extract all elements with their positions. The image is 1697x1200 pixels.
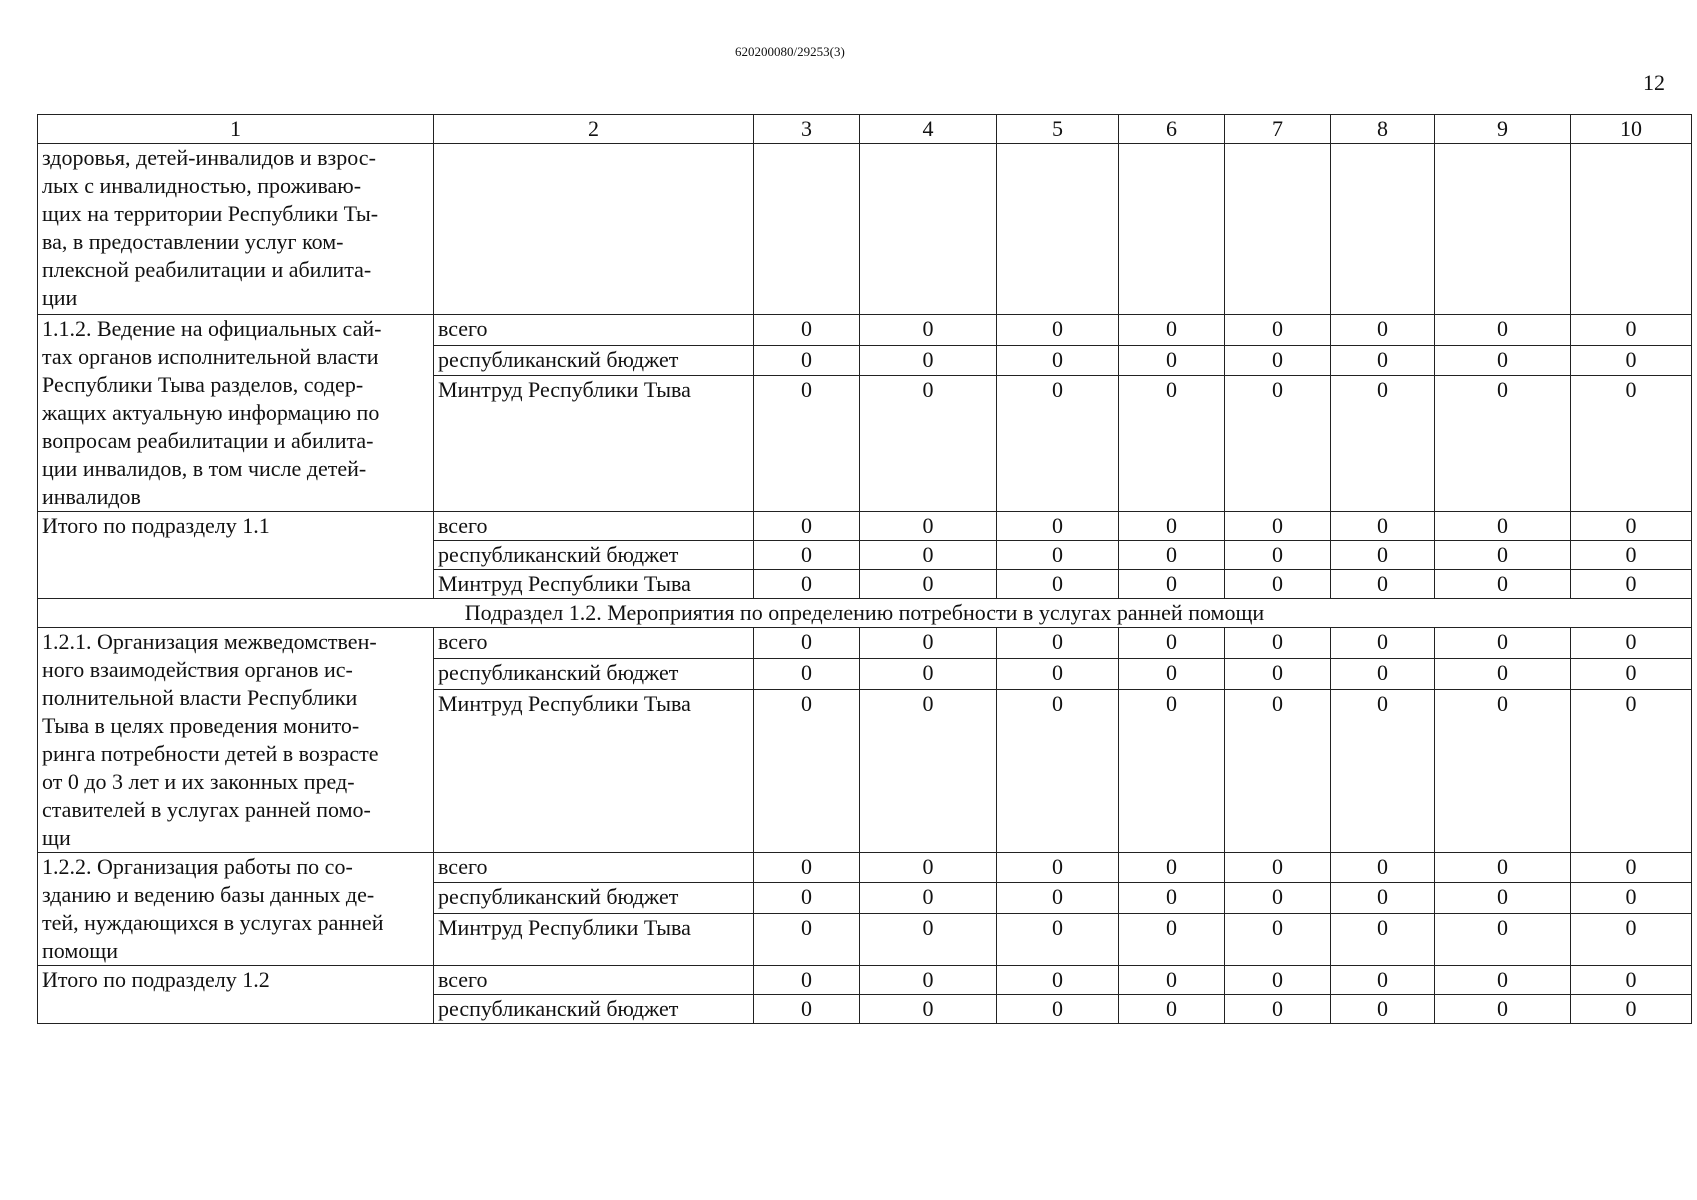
column-header: 8 — [1331, 115, 1435, 144]
value-cell: 0 — [1331, 628, 1435, 659]
value-cell: 0 — [1119, 315, 1225, 346]
value-cell: 0 — [1119, 628, 1225, 659]
value-cell: 0 — [997, 628, 1119, 659]
value-cell: 0 — [1571, 913, 1692, 965]
value-cell: 0 — [997, 689, 1119, 852]
value-cell: 0 — [1119, 966, 1225, 995]
value-cell: 0 — [1571, 995, 1692, 1024]
document-code: 620200080/29253(3) — [735, 44, 845, 59]
value-cell: 0 — [1435, 376, 1571, 512]
value-cell: 0 — [997, 853, 1119, 883]
value-cell: 0 — [860, 628, 997, 659]
value-cell: 0 — [754, 853, 860, 883]
funding-source: республиканский бюджет — [434, 883, 754, 913]
measure-description: 1.1.2. Ведение на официальных сай- тах органов исполнительной власти Республики Тыва разделов, содер- жащих актуальную информацию по вопросам реабилитации и абилита- ции инвалидов, в том числе детей- инвалидов — [38, 315, 434, 512]
groups-subsection-1-2 — [38, 628, 1692, 1024]
value-cell: 0 — [1119, 995, 1225, 1024]
column-header: 7 — [1225, 115, 1331, 144]
value-cell: 0 — [997, 345, 1119, 376]
value-cell: 0 — [1225, 376, 1331, 512]
value-cell: 0 — [1571, 541, 1692, 570]
value-cell: 0 — [1331, 376, 1435, 512]
table-row — [38, 966, 1692, 995]
value-cell: 0 — [1119, 658, 1225, 689]
measure-description: 1.2.1. Организация межведомствен- ного взаимодействия органов ис- полнительной власти Республики Тыва в целях проведения монито- ринга потребности детей в возрасте от 0 до 3 лет и их законных пред- ставителей в услугах ранней помо- щи — [38, 628, 434, 853]
value-cell: 0 — [860, 315, 997, 346]
value-cell: 0 — [1331, 883, 1435, 913]
subsection-title-row — [38, 599, 1692, 628]
funding-source: всего — [434, 966, 754, 995]
funding-source: всего — [434, 853, 754, 883]
value-cell: 0 — [754, 913, 860, 965]
column-header: 5 — [997, 115, 1119, 144]
value-cell: 0 — [997, 315, 1119, 346]
column-header: 1 — [38, 115, 434, 144]
value-cell: 0 — [1571, 966, 1692, 995]
value-cell: 0 — [1571, 345, 1692, 376]
value-cell: 0 — [997, 570, 1119, 599]
budget-table — [37, 114, 1692, 1024]
funding-source: республиканский бюджет — [434, 658, 754, 689]
value-cell: 0 — [754, 345, 860, 376]
value-cell: 0 — [860, 913, 997, 965]
value-cell: 0 — [754, 658, 860, 689]
value-cell: 0 — [754, 315, 860, 346]
value-cell: 0 — [1571, 376, 1692, 512]
column-header: 3 — [754, 115, 860, 144]
value-cell: 0 — [1225, 315, 1331, 346]
value-cell: 0 — [1119, 913, 1225, 965]
value-cell: 0 — [860, 995, 997, 1024]
value-cell: 0 — [1225, 345, 1331, 376]
measure-description: Итого по подразделу 1.2 — [38, 966, 434, 1024]
column-header: 6 — [1119, 115, 1225, 144]
table-row — [38, 853, 1692, 883]
value-cell: 0 — [1119, 512, 1225, 541]
value-cell: 0 — [1119, 570, 1225, 599]
column-header: 4 — [860, 115, 997, 144]
value-cell: 0 — [1435, 966, 1571, 995]
value-cell: 0 — [1119, 883, 1225, 913]
value-cell: 0 — [754, 376, 860, 512]
value-cell: 0 — [1225, 628, 1331, 659]
value-cell: 0 — [1331, 315, 1435, 346]
value-cell: 0 — [1119, 376, 1225, 512]
value-cell: 0 — [997, 966, 1119, 995]
value-cell: 0 — [1435, 345, 1571, 376]
value-cell: 0 — [754, 570, 860, 599]
column-header: 2 — [434, 115, 754, 144]
value-cell: 0 — [997, 658, 1119, 689]
value-cell: 0 — [860, 376, 997, 512]
value-cell: 0 — [754, 628, 860, 659]
value-cell: 0 — [997, 541, 1119, 570]
value-cell: 0 — [1435, 570, 1571, 599]
table-row — [38, 628, 1692, 659]
funding-source: всего — [434, 512, 754, 541]
value-cell: 0 — [1331, 913, 1435, 965]
value-cell: 0 — [1225, 570, 1331, 599]
value-cell: 0 — [1119, 345, 1225, 376]
funding-source: Минтруд Республики Тыва — [434, 570, 754, 599]
value-cell: 0 — [997, 913, 1119, 965]
table-row — [38, 512, 1692, 541]
value-cell: 0 — [1571, 315, 1692, 346]
value-cell: 0 — [860, 658, 997, 689]
funding-source: всего — [434, 628, 754, 659]
value-cell: 0 — [1435, 512, 1571, 541]
column-number-row — [38, 115, 1692, 144]
value-cell: 0 — [1331, 541, 1435, 570]
value-cell: 0 — [1435, 628, 1571, 659]
value-cell: 0 — [1331, 570, 1435, 599]
value-cell: 0 — [1119, 689, 1225, 852]
value-cell: 0 — [1435, 541, 1571, 570]
value-cell: 0 — [1225, 853, 1331, 883]
funding-source: Минтруд Республики Тыва — [434, 689, 754, 852]
value-cell: 0 — [860, 512, 997, 541]
value-cell: 0 — [860, 883, 997, 913]
value-cell: 0 — [1331, 658, 1435, 689]
funding-source: Минтруд Республики Тыва — [434, 913, 754, 965]
value-cell: 0 — [1225, 541, 1331, 570]
groups-subsection-1-1 — [38, 315, 1692, 599]
value-cell: 0 — [860, 853, 997, 883]
funding-source: республиканский бюджет — [434, 345, 754, 376]
value-cell: 0 — [1225, 966, 1331, 995]
value-cell: 0 — [754, 995, 860, 1024]
measure-description: 1.2.2. Организация работы по со- зданию и ведению базы данных де- тей, нуждающихся в услугах ранней помощи — [38, 853, 434, 966]
value-cell: 0 — [860, 689, 997, 852]
value-cell: 0 — [1225, 883, 1331, 913]
value-cell: 0 — [860, 570, 997, 599]
value-cell: 0 — [1331, 995, 1435, 1024]
value-cell: 0 — [1225, 995, 1331, 1024]
value-cell: 0 — [1435, 883, 1571, 913]
value-cell: 0 — [754, 541, 860, 570]
value-cell: 0 — [997, 883, 1119, 913]
value-cell: 0 — [1119, 853, 1225, 883]
funding-source: республиканский бюджет — [434, 541, 754, 570]
value-cell: 0 — [1225, 512, 1331, 541]
value-cell: 0 — [1119, 541, 1225, 570]
value-cell: 0 — [1225, 658, 1331, 689]
value-cell: 0 — [1571, 570, 1692, 599]
value-cell: 0 — [860, 541, 997, 570]
column-header: 10 — [1571, 115, 1692, 144]
column-header: 9 — [1435, 115, 1571, 144]
value-cell: 0 — [1331, 689, 1435, 852]
value-cell: 0 — [1331, 345, 1435, 376]
funding-source: республиканский бюджет — [434, 995, 754, 1024]
value-cell: 0 — [754, 512, 860, 541]
value-cell: 0 — [1435, 689, 1571, 852]
value-cell: 0 — [1435, 658, 1571, 689]
value-cell: 0 — [1331, 966, 1435, 995]
value-cell: 0 — [997, 376, 1119, 512]
value-cell: 0 — [1571, 658, 1692, 689]
value-cell: 0 — [1331, 853, 1435, 883]
value-cell: 0 — [754, 966, 860, 995]
funding-source: всего — [434, 315, 754, 346]
value-cell: 0 — [997, 995, 1119, 1024]
value-cell: 0 — [997, 512, 1119, 541]
value-cell: 0 — [1571, 883, 1692, 913]
page-number: 12 — [1643, 70, 1665, 95]
value-cell: 0 — [1225, 689, 1331, 852]
value-cell: 0 — [1571, 628, 1692, 659]
value-cell: 0 — [1435, 853, 1571, 883]
value-cell: 0 — [1571, 853, 1692, 883]
value-cell: 0 — [1571, 689, 1692, 852]
value-cell: 0 — [1225, 913, 1331, 965]
subsection-title: Подраздел 1.2. Мероприятия по определению потребности в услугах ранней помощи — [38, 599, 1692, 628]
value-cell: 0 — [754, 883, 860, 913]
value-cell: 0 — [1435, 315, 1571, 346]
measure-description: Итого по подразделу 1.1 — [38, 512, 434, 599]
value-cell: 0 — [1435, 913, 1571, 965]
value-cell: 0 — [754, 689, 860, 852]
value-cell: 0 — [1571, 512, 1692, 541]
funding-source: Минтруд Республики Тыва — [434, 376, 754, 512]
value-cell: 0 — [860, 345, 997, 376]
table-row — [38, 315, 1692, 346]
value-cell: 0 — [1435, 995, 1571, 1024]
value-cell: 0 — [1331, 512, 1435, 541]
continuation-row — [38, 144, 1692, 315]
value-cell: 0 — [860, 966, 997, 995]
continuation-description: здоровья, детей-инвалидов и взрос- лых с инвалидностью, проживаю- щих на территории Республики Ты- ва, в предоставлении услуг ком- плексной реабилитации и абилита- ции — [38, 144, 434, 315]
